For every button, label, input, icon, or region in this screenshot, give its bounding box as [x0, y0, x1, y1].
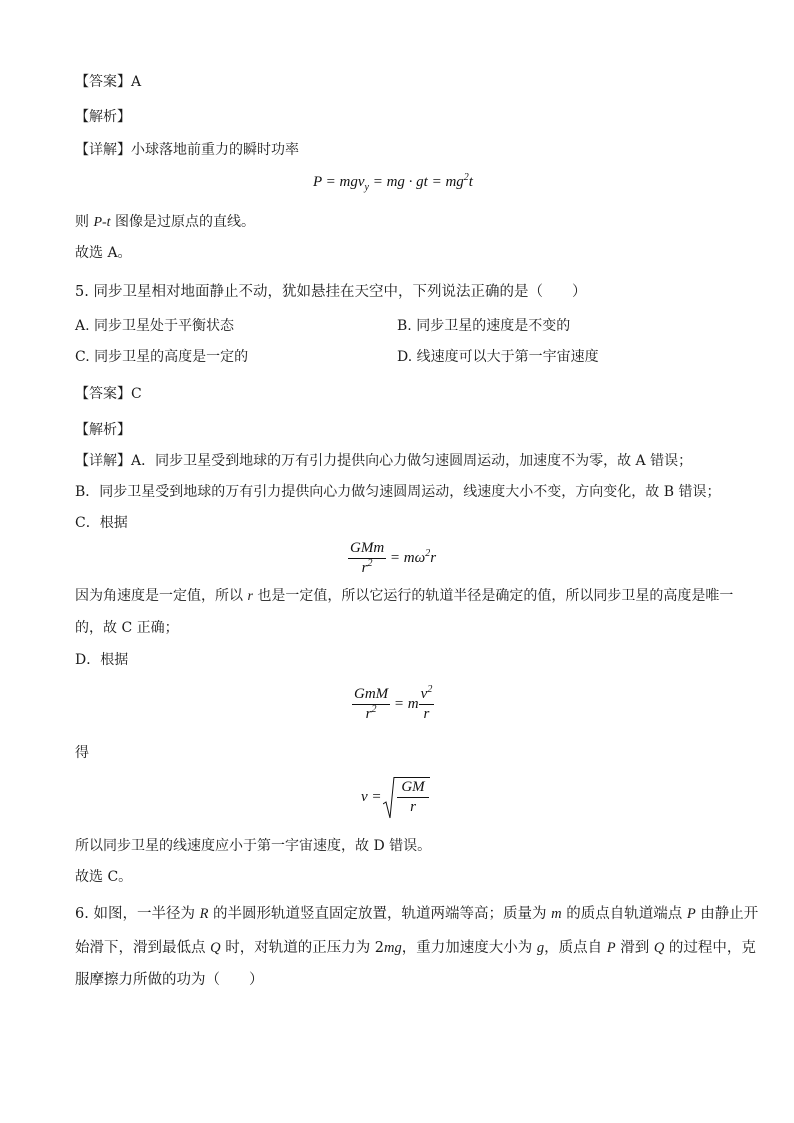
select-text-q5: 故选 C。: [75, 869, 133, 885]
detail-c-text: C．根据: [75, 515, 128, 531]
conclusion-text-q5: 所以同步卫星的线速度应小于第一宇宙速度，故 D 错误。: [75, 838, 432, 854]
reason-line-2: 的，故 C 正确；: [75, 620, 179, 636]
conclusion-text-q4: 则 P-t 图像是过原点的直线。: [75, 214, 256, 230]
detail-text-q4: 【详解】小球落地前重力的瞬时功率: [75, 142, 299, 158]
gravitation-formula-omega: $\frac{\text{GMm}}{r^2}$ = $m\omega^2r$: [350, 540, 437, 576]
detail-a-text: 【详解】A．同步卫星受到地球的万有引力提供向心力做匀速圆周运动，加速度不为零，故 A 错误；: [75, 453, 693, 469]
power-formula: P = mgv$_y$ = mg · gt = $mg^2t$: [313, 172, 473, 193]
option-c: C. 同步卫星的高度是一定的: [75, 349, 249, 365]
gravitation-formula-velocity: $\frac{\text{GmM}}{r^2}$ = m $\frac{v^2}{r}$: [354, 684, 433, 722]
question-stem-q6-line3: 服摩擦力所做的功为（ ）: [75, 972, 264, 988]
reason-line-1: 因为角速度是一定值，所以 r 也是一定值，所以它运行的轨道半径是确定的值，所以同步卫星的高度是唯一: [75, 588, 734, 604]
option-d: D. 线速度可以大于第一宇宙速度: [397, 349, 599, 365]
de-text: 得: [75, 745, 89, 761]
detail-b-text: B．同步卫星受到地球的万有引力提供向心力做匀速圆周运动，线速度大小不变，方向变化，故 B 错误；: [75, 484, 721, 500]
select-text-q4: 故选 A。: [75, 245, 132, 261]
option-a: A. 同步卫星处于平衡状态: [75, 318, 235, 334]
answer-label-q4: 【答案】A: [75, 74, 142, 90]
question-stem-q6-line2: 始滑下，滑到最低点 Q 时，对轨道的正压力为 2mg，重力加速度大小为 g，质点自 P 滑到 Q 的过程中，克: [75, 940, 756, 956]
option-b: B. 同步卫星的速度是不变的: [397, 318, 571, 334]
analysis-label-q4: 【解析】: [75, 109, 131, 125]
answer-label-q5: 【答案】C: [75, 386, 142, 402]
question-stem-q5: 5. 同步卫星相对地面静止不动，犹如悬挂在天空中，下列说法正确的是（ ）: [75, 284, 587, 300]
detail-d-text: D．根据: [75, 652, 129, 668]
sqrt-sign-icon: [383, 776, 395, 820]
analysis-label-q5: 【解析】: [75, 422, 131, 438]
question-stem-q6-line1: 6. 如图，一半径为 R 的半圆形轨道竖直固定放置，轨道两端等高；质量为 m 的质点自轨道端点 P 由静止开: [75, 906, 759, 922]
